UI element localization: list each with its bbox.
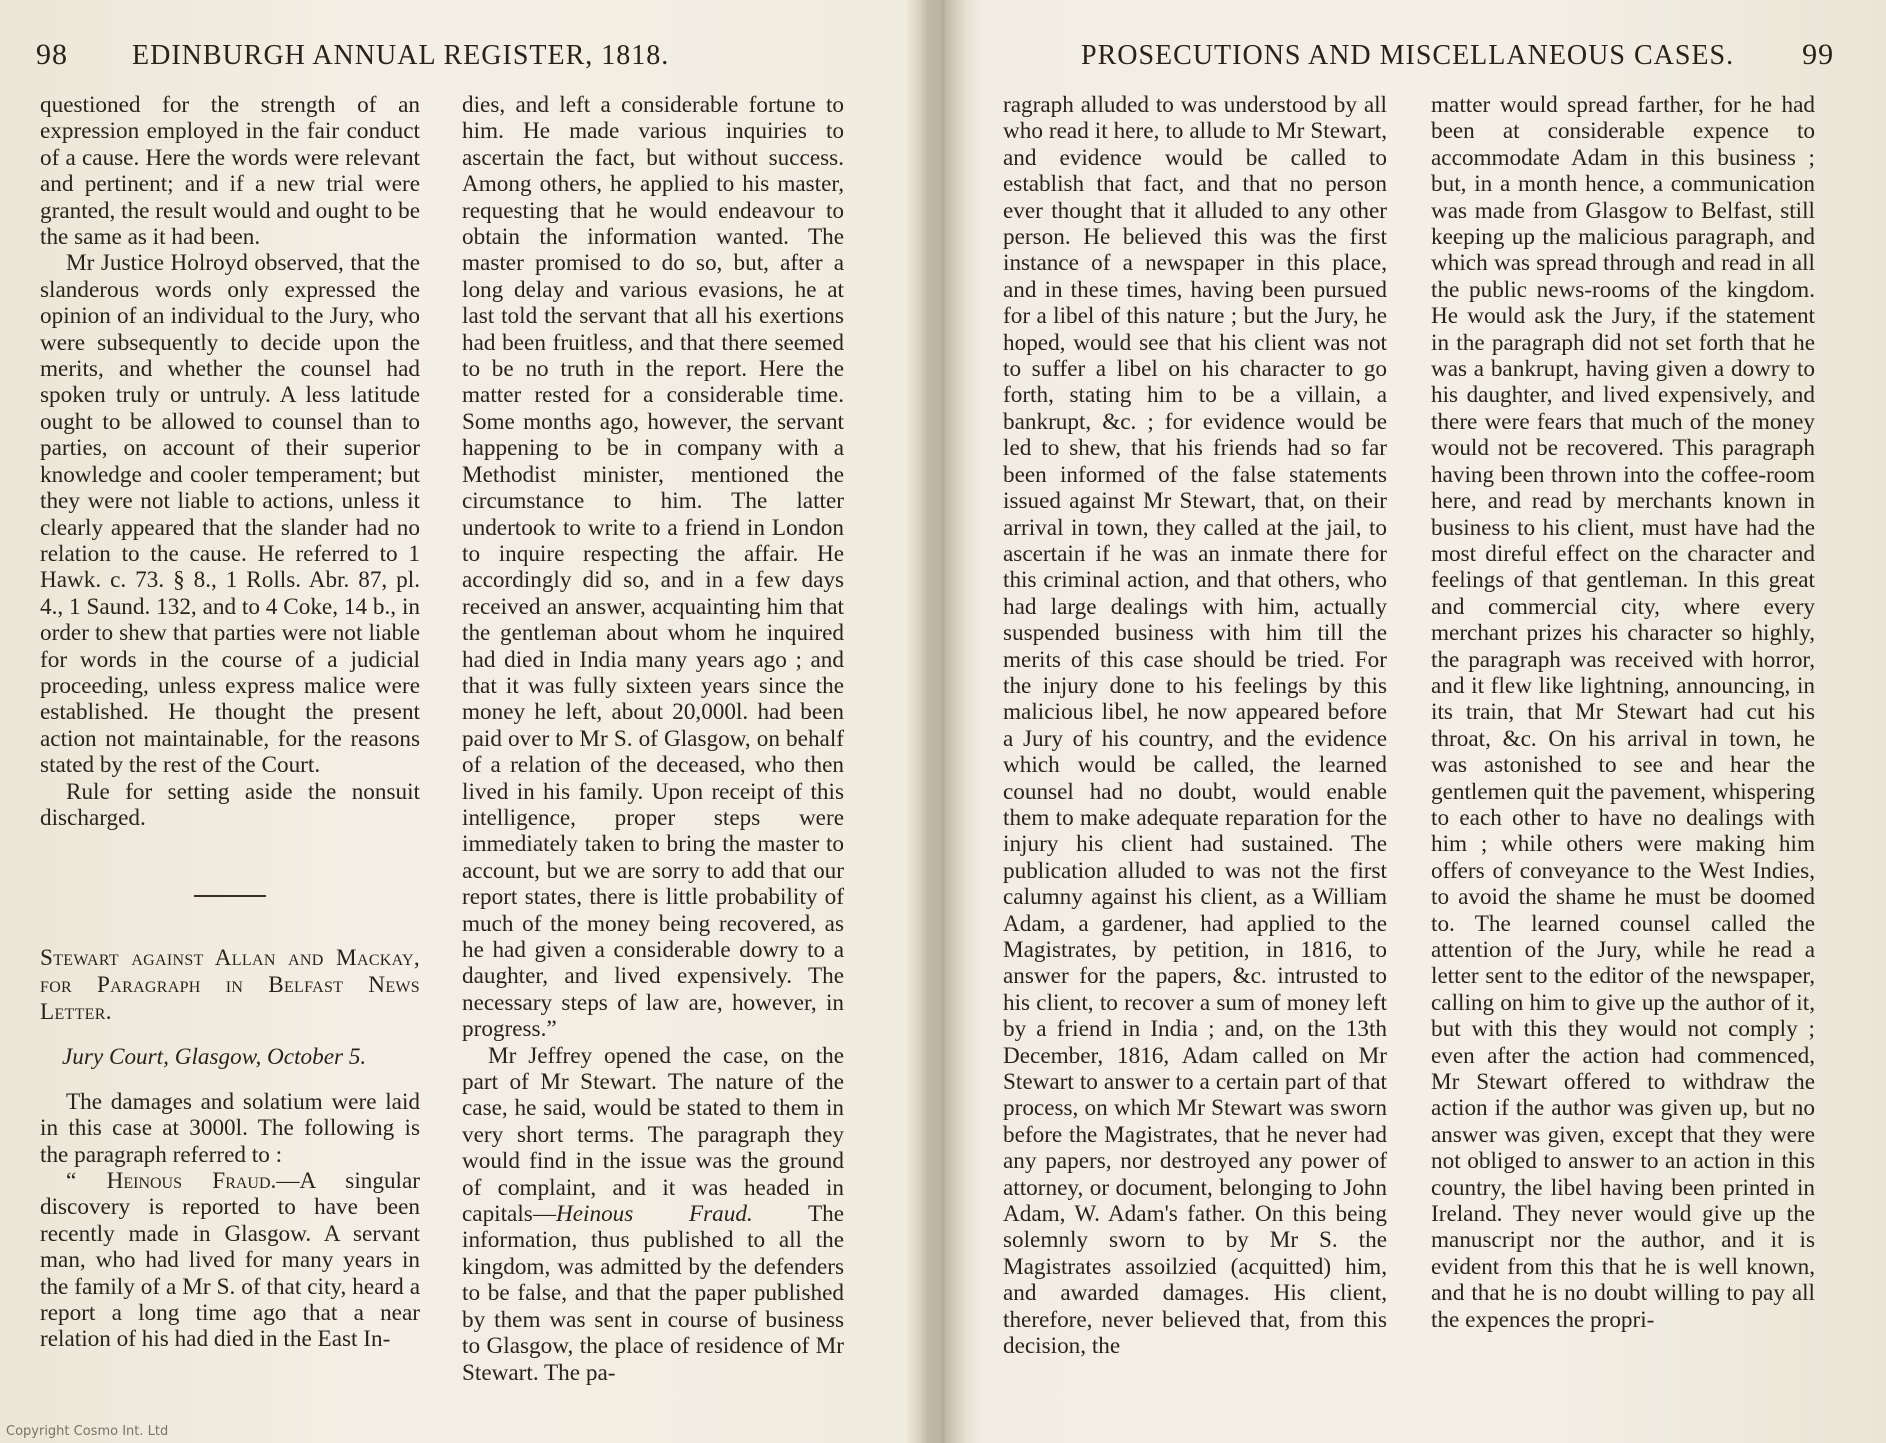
paragraph: ragraph alluded to was understood by all who read it here, to allude to Mr Stewart, and evidence would be called to establish that fact, and that no person ever thought that it alluded to any other person. He believed this was the first instance of a newspaper in this place, and in these times, having been pursued for a libel of this nature ; but the Jury, he hoped, would see that his client was not to suffer a libel on his character to go forth, stating him to be a villain, a bankrupt, &c. ; for evidence would be led to shew, that his friends had so far been informed of the false statements issued against Mr Stewart, that, on their arrival in town, they called at the jail, to ascertain if he was an inmate there for this criminal action, and that others, who had large dealings with him, actually suspended business with him till the merits of this case should be tried. For the injury done to his feelings by this malicious libel, he now appeared before a Jury of his country, and the evidence which would be called, the learned counsel had no doubt, would enable them to make adequate reparation for the injury his client had sustained. The publication alluded to was not the first calumny against his client, as a William Adam, a gardener, had applied to the Magistrates, by petition, in 1816, to answer for the papers, &c. intrusted to his client, to recover a sum of money left by a friend in India ; and, on the 13th December, 1816, Adam called on Mr Stewart to answer to a certain part of that process, on which Mr Stewart was sworn before the Magistrates, that he never had any papers, nor destroyed any power of attorney, or document, belonging to John Adam, W. Adam's father. On this being solemnly sworn to by Mr S. the Magistrates assoilzied (acquitted) him, and awarded damages. His client, therefore, never believed that, from this decision, the bbox=[1003, 92, 1387, 1360]
italic-text: Heinous Fraud. bbox=[556, 1201, 753, 1228]
paragraph: questioned for the strength of an expression employed in the fair conduct of a cause. Here the words were relevant and pertinent; and if a new trial were granted, the result would and ought to be the same as it had been. bbox=[40, 92, 420, 251]
left-running-header bbox=[36, 38, 669, 78]
case-subheading: Jury Court, Glasgow, October 5. bbox=[62, 1044, 367, 1071]
right-running-head: PROSECUTIONS AND MISCELLANEOUS CASES. bbox=[1081, 40, 1735, 71]
right-running-header bbox=[1081, 38, 1834, 78]
right-column-1 bbox=[1003, 92, 1387, 1360]
paragraph: The damages and solatium were laid in this case at 3000l. The following is the paragraph referred to : bbox=[40, 1088, 420, 1168]
paragraph: Rule for setting aside the nonsuit discharged. bbox=[40, 778, 420, 831]
paragraph-text: Mr Jeffrey opened the case, on the part of Mr Stewart. The nature of the case, he said, would be stated to them in very short terms. The paragraph they would find in the issue was the ground of complaint, and it was headed in capitals— bbox=[462, 1042, 844, 1228]
paragraph-text: The information, thus published to all the kingdom, was admitted by the defenders to be false, and that the paper published by them was sent in course of business to Glasgow, the place of residence of Mr Stewart. The pa- bbox=[462, 1201, 844, 1386]
quoted-paragraph bbox=[40, 1168, 420, 1353]
case-heading: Stewart against Allan and Mackay, for Paragraph in Belfast News Letter. bbox=[40, 945, 420, 1026]
left-column-1 bbox=[40, 92, 420, 1353]
section-divider bbox=[194, 895, 266, 897]
copyright-watermark: Copyright Cosmo Int. Ltd bbox=[6, 1424, 169, 1439]
page-number-left: 98 bbox=[36, 38, 68, 71]
paragraph: dies, and left a considerable fortune to him. He made various inquiries to ascertain the fact, but without success. Among others, he applied to his master, requesting that he would endeavour to obtain the information wanted. The master promised to do so, but, after a long delay and various evasions, he at last told the servant that all his exertions had been fruitless, and that there seemed to be no truth in the report. Here the matter rested for a considerable time. Some months ago, however, the servant happening to be in company with a Methodist minister, mentioned the circumstance to him. The latter undertook to write to a friend in London to inquire respecting the affair. He accordingly did so, and in a few days received an answer, acquainting him that the gentleman about whom he inquired had died in India many years ago ; and that it was fully sixteen years since the money he left, about 20,000l. had been paid over to Mr S. of Glasgow, on behalf of a relation of the deceased, who then lived in his family. Upon receipt of this intelligence, proper steps were immediately taken to bring the master to account, but we are sorry to add that our report states, there is little probability of much of the money being recovered, as he had given a considerable dowry to a daughter, and lived expensively. The necessary steps of law are, however, in progress.” bbox=[462, 92, 844, 1043]
quote-lead: “ Heinous Fraud. bbox=[66, 1168, 277, 1194]
paragraph bbox=[462, 1043, 844, 1386]
right-page bbox=[943, 0, 1886, 1443]
left-column-2 bbox=[462, 92, 844, 1386]
gutter-shadow bbox=[920, 0, 966, 1443]
left-running-head: EDINBURGH ANNUAL REGISTER, 1818. bbox=[132, 40, 670, 71]
page-number-right: 99 bbox=[1802, 38, 1835, 71]
quote-body: —A singular discovery is reported to have been recently made in Glasgow. A servant man, who had lived for many years in the family of a Mr S. of that city, heard a report a long time ago that a near relation of his had died in the East In- bbox=[40, 1168, 421, 1353]
right-column-2 bbox=[1431, 92, 1815, 1333]
paragraph: Mr Justice Holroyd observed, that the slanderous words only expressed the opinion of an individual to the Jury, who were subsequently to decide upon the merits, and whether the counsel had spoken truly or untruly. A less latitude ought to be allowed to counsel than to parties, on account of their superior knowledge and cooler temperament; but they were not liable to actions, unless it clearly appeared that the slander had no relation to the cause. He referred to 1 Hawk. c. 73. § 8., 1 Rolls. Abr. 87, pl. 4., 1 Saund. 132, and to 4 Coke, 14 b., in order to shew that parties were not liable for words in the course of a judicial proceeding, unless express malice were established. He thought the present action not maintainable, for the reasons stated by the rest of the Court. bbox=[40, 250, 420, 779]
paragraph: matter would spread farther, for he had been at considerable expence to accommodate Adam in this business ; but, in a month hence, a communication was made from Glasgow to Belfast, still keeping up the malicious paragraph, and which was spread through and read in all the public news-rooms of the kingdom. He would ask the Jury, if the statement in the paragraph did not set forth that he was a bankrupt, having given a dowry to his daughter, and lived expensively, and there were fears that much of the money would not be recovered. This paragraph having been thrown into the coffee-room here, and read by merchants known in business to his client, must have had the most direful effect on the character and feelings of that gentleman. In this great and commercial city, where every merchant prizes his character so highly, the paragraph was received with horror, and it flew like lightning, announcing, in its train, that Mr Stewart had cut his throat, &c. On his arrival in town, he was astonished to see and hear the gentlemen quit the pavement, whispering to each other to have no dealings with him ; while others were making him offers of conveyance to the West Indies, to avoid the shame he must be doomed to. The learned counsel called the attention of the Jury, while he read a letter sent to the editor of the newspaper, calling on him to give up the author of it, but with this they would not comply ; even after the action had commenced, Mr Stewart offered to withdraw the action if the author was given up, but no answer was given, except that they were not obliged to answer to an action in this country, the libel having been printed in Ireland. They never would give up the manuscript nor the author, and it is evident from this that he is well known, and that he is no doubt willing to pay all the expences the propri- bbox=[1431, 92, 1815, 1333]
